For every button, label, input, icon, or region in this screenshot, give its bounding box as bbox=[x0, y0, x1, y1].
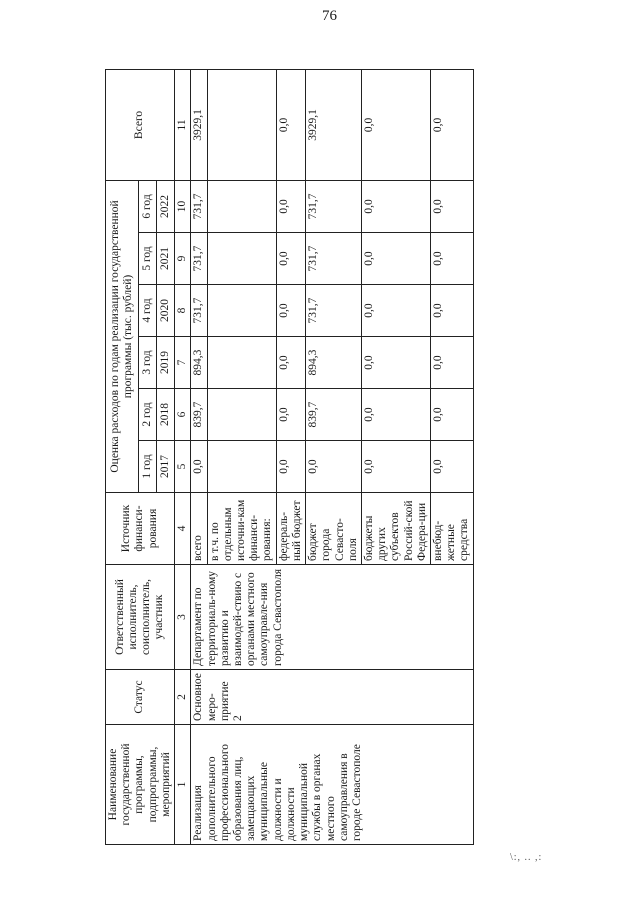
value-cell: 0,0 bbox=[361, 180, 430, 232]
column-numbers-row bbox=[175, 69, 191, 844]
value-cell: 0,0 bbox=[361, 337, 430, 389]
value-cell: 839,7 bbox=[306, 389, 362, 441]
program-name: Реализация дополнительного профессионального образования лиц, замещающих муниципальные должности и должности муниципальной службы в органах местного самоуправления в городе Севастополе bbox=[191, 725, 473, 845]
source-cell: внебюд-жетные средства bbox=[431, 493, 474, 565]
value-cell: 0,0 bbox=[431, 233, 474, 285]
value-cell: 0,0 bbox=[431, 337, 474, 389]
header-executor: Ответственный исполнитель, соисполнитель, участник bbox=[106, 565, 175, 670]
value-cell: 0,0 bbox=[276, 389, 305, 441]
value-cell: 0,0 bbox=[361, 441, 430, 493]
total-cell: 3929,1 bbox=[306, 69, 362, 180]
header-total: Всего bbox=[106, 69, 175, 180]
value-cell bbox=[207, 389, 276, 441]
year-label-2: 2 год bbox=[138, 389, 156, 441]
value-cell: 731,7 bbox=[306, 233, 362, 285]
rotated-table-container bbox=[105, 70, 605, 845]
header-name: Наименование государственной программы, подпрограммы, мероприятий bbox=[106, 725, 175, 845]
value-cell: 731,7 bbox=[191, 180, 207, 232]
source-cell: всего bbox=[191, 493, 207, 565]
year-3: 2019 bbox=[156, 337, 174, 389]
value-cell bbox=[207, 180, 276, 232]
value-cell: 0,0 bbox=[276, 441, 305, 493]
value-cell: 0,0 bbox=[276, 285, 305, 337]
source-cell: бюджет города Севасто-поля bbox=[306, 493, 362, 565]
col-num: 7 bbox=[175, 337, 191, 389]
program-executor: Департамент по территориаль-ному развитию и взаимодей-ствию с органами местного самоуправле-ния города Севастополя bbox=[191, 565, 473, 670]
value-cell bbox=[207, 441, 276, 493]
year-4: 2020 bbox=[156, 285, 174, 337]
value-cell: 0,0 bbox=[276, 180, 305, 232]
total-cell: 0,0 bbox=[276, 69, 305, 180]
value-cell: 839,7 bbox=[191, 389, 207, 441]
value-cell: 0,0 bbox=[361, 233, 430, 285]
year-label-3: 3 год bbox=[138, 337, 156, 389]
year-5: 2021 bbox=[156, 233, 174, 285]
page-number: 76 bbox=[322, 8, 337, 24]
value-cell: 731,7 bbox=[191, 285, 207, 337]
value-cell: 0,0 bbox=[431, 285, 474, 337]
total-cell: 3929,1 bbox=[191, 69, 207, 180]
year-label-1: 1 год bbox=[138, 441, 156, 493]
header-estimate: Оценка расходов по годам реализации государственной программы (тыс. рублей) bbox=[106, 180, 139, 492]
col-num: 1 bbox=[175, 725, 191, 845]
col-num: 6 bbox=[175, 389, 191, 441]
value-cell: 0,0 bbox=[361, 285, 430, 337]
value-cell: 894,3 bbox=[306, 337, 362, 389]
col-num: 3 bbox=[175, 565, 191, 670]
budget-table bbox=[105, 69, 474, 845]
col-num: 8 bbox=[175, 285, 191, 337]
value-cell bbox=[207, 337, 276, 389]
header-status: Статус bbox=[106, 670, 175, 725]
value-cell: 0,0 bbox=[361, 389, 430, 441]
value-cell: 731,7 bbox=[306, 180, 362, 232]
value-cell: 0,0 bbox=[431, 389, 474, 441]
col-num: 2 bbox=[175, 670, 191, 725]
margin-scribble: \:, .. ,: bbox=[510, 852, 543, 863]
col-num: 9 bbox=[175, 233, 191, 285]
value-cell: 0,0 bbox=[276, 337, 305, 389]
value-cell: 731,7 bbox=[191, 233, 207, 285]
year-1: 2017 bbox=[156, 441, 174, 493]
total-cell bbox=[207, 69, 276, 180]
total-cell: 0,0 bbox=[431, 69, 474, 180]
col-num: 11 bbox=[175, 69, 191, 180]
col-num: 10 bbox=[175, 180, 191, 232]
value-cell: 894,3 bbox=[191, 337, 207, 389]
value-cell bbox=[207, 285, 276, 337]
col-num: 4 bbox=[175, 493, 191, 565]
col-num: 5 bbox=[175, 441, 191, 493]
year-6: 2022 bbox=[156, 180, 174, 232]
value-cell: 731,7 bbox=[306, 285, 362, 337]
source-cell: федераль-ный бюджет bbox=[276, 493, 305, 565]
year-2: 2018 bbox=[156, 389, 174, 441]
source-cell: в т.ч. по отдельным источни-кам финанси-рования: bbox=[207, 493, 276, 565]
program-status: Основное меро-приятие 2 bbox=[191, 670, 473, 725]
table-row bbox=[191, 69, 207, 844]
value-cell: 0,0 bbox=[431, 441, 474, 493]
value-cell: 0,0 bbox=[191, 441, 207, 493]
year-label-6: 6 год bbox=[138, 180, 156, 232]
value-cell: 0,0 bbox=[431, 180, 474, 232]
total-cell: 0,0 bbox=[361, 69, 430, 180]
value-cell: 0,0 bbox=[306, 441, 362, 493]
source-cell: бюджеты других субъектов Россий-ской Федера-ции bbox=[361, 493, 430, 565]
header-source: Источник финанси-рования bbox=[106, 493, 175, 565]
year-label-5: 5 год bbox=[138, 233, 156, 285]
value-cell: 0,0 bbox=[276, 233, 305, 285]
year-label-4: 4 год bbox=[138, 285, 156, 337]
value-cell bbox=[207, 233, 276, 285]
